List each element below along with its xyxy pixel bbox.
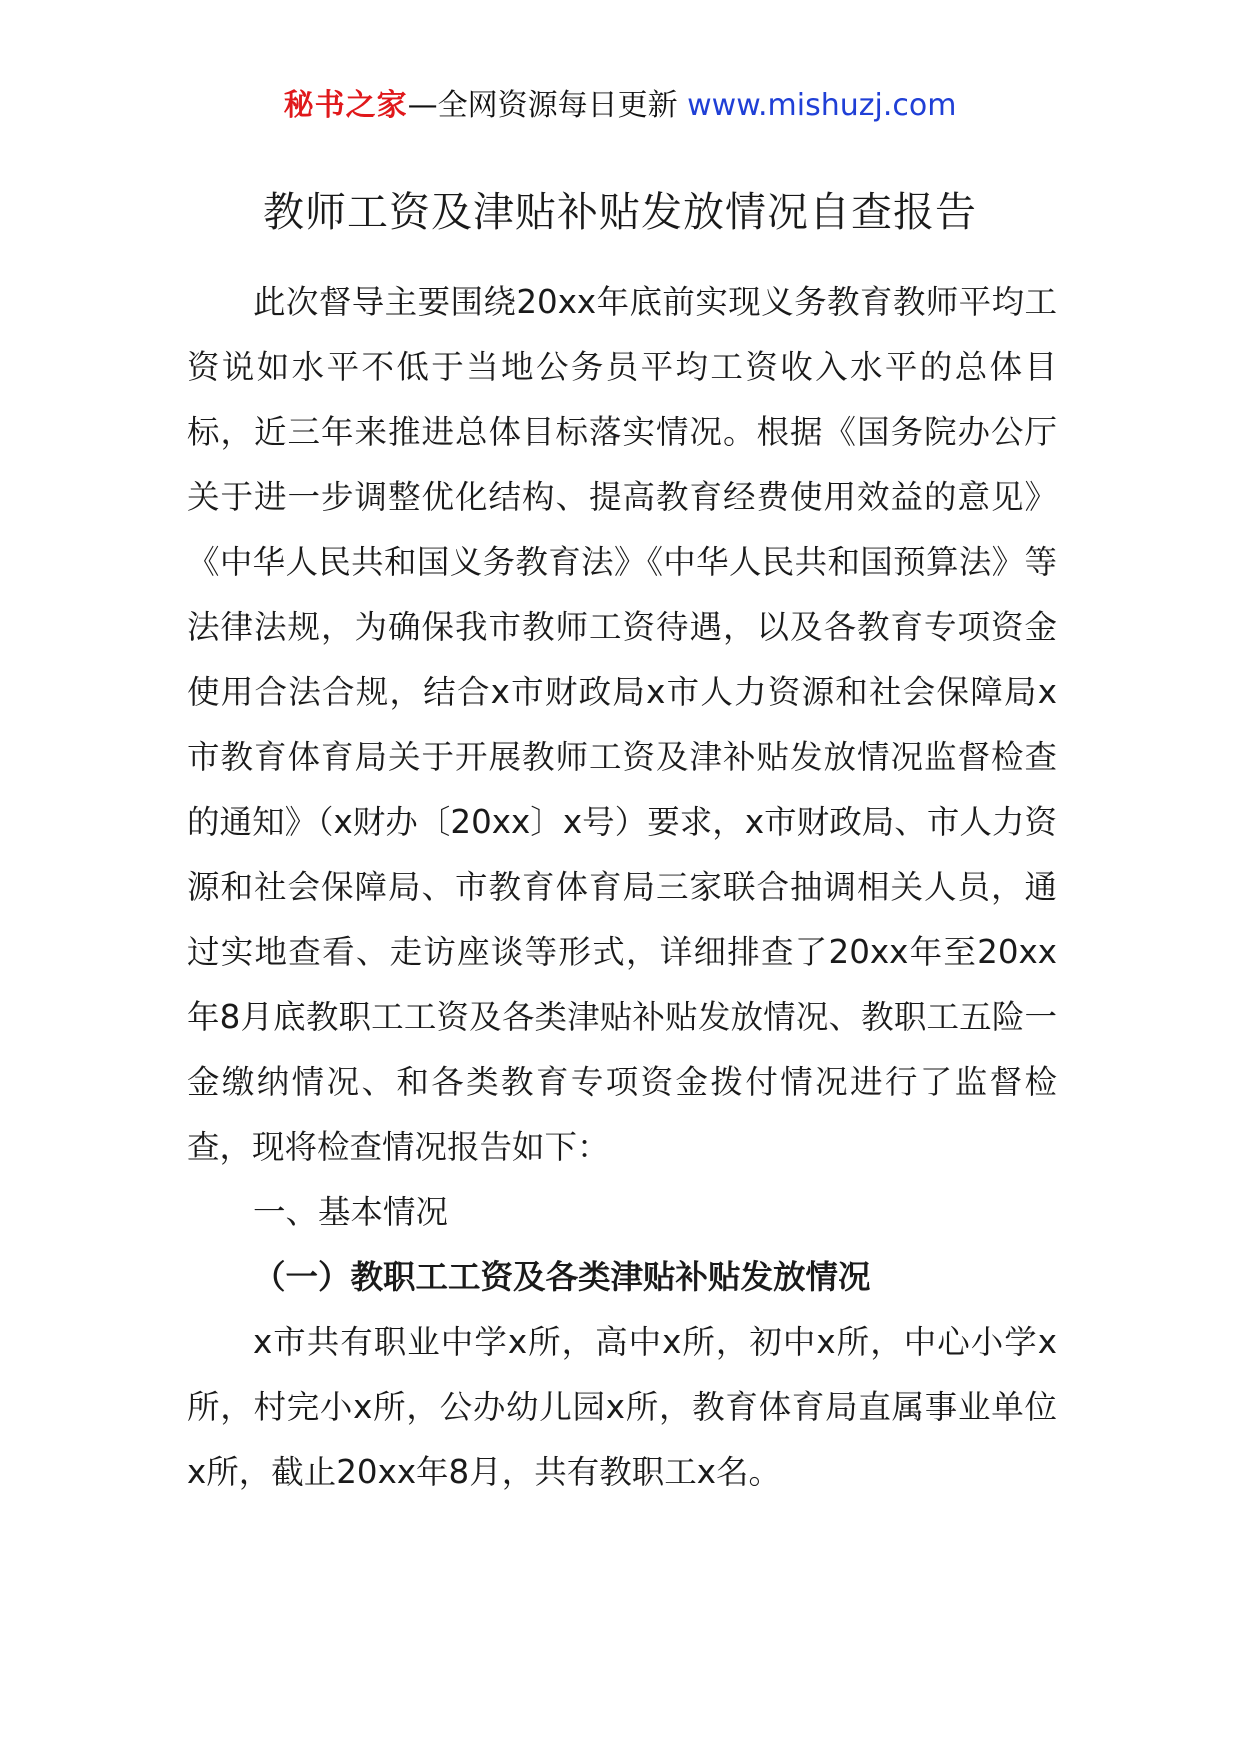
site-url-link[interactable]: www.mishuzj.com bbox=[687, 88, 957, 123]
site-header bbox=[0, 84, 1240, 128]
subsection-heading-salary-allowance: （一）教职工工资及各类津贴补贴发放情况 bbox=[253, 1258, 871, 1296]
document-title: 教师工资及津贴补贴发放情况自查报告 bbox=[263, 188, 977, 236]
intro-paragraph: 此次督导主要围绕20xx年底前实现义务教育教师平均工资说如水平不低于当地公务员平均工资收入水平的总体目标，近三年来推进总体目标落实情况。根据《国务院办公厅关于进一步调整优化结构、提高教育经费使用效益的意见》《中华人民共和国义务教育法》《中华人民共和国预算法》等法律法规，为确保我市教师工资待遇，以及各教育专项资金使用合法合规，结合x市财政局x市人力资源和社会保障局x市教育体育局关于开展教师工资及津补贴发放情况监督检查的通知》（x财办〔20xx〕x号）要求，x市财政局、市人力资源和社会保障局、市教育体育局三家联合抽调相关人员，通过实地查看、走访座谈等形式，详细排查了20xx年至20xx年8月底教职工工资及各类津贴补贴发放情况、教职工五险一金缴纳情况、和各类教育专项资金拨付情况进行了监督检查，现将检查情况报告如下： bbox=[187, 283, 1057, 1166]
site-tagline: —全网资源每日更新 bbox=[407, 88, 678, 123]
staff-count-paragraph: x市共有职业中学x所，高中x所，初中x所，中心小学x所，村完小x所，公办幼儿园x所，教育体育局直属事业单位x所，截止20xx年8月，共有教职工x名。 bbox=[187, 1323, 1057, 1491]
section-heading-basic-situation: 一、基本情况 bbox=[253, 1193, 449, 1231]
site-brand: 秘书之家 bbox=[283, 88, 408, 123]
document-body bbox=[187, 270, 1057, 1505]
